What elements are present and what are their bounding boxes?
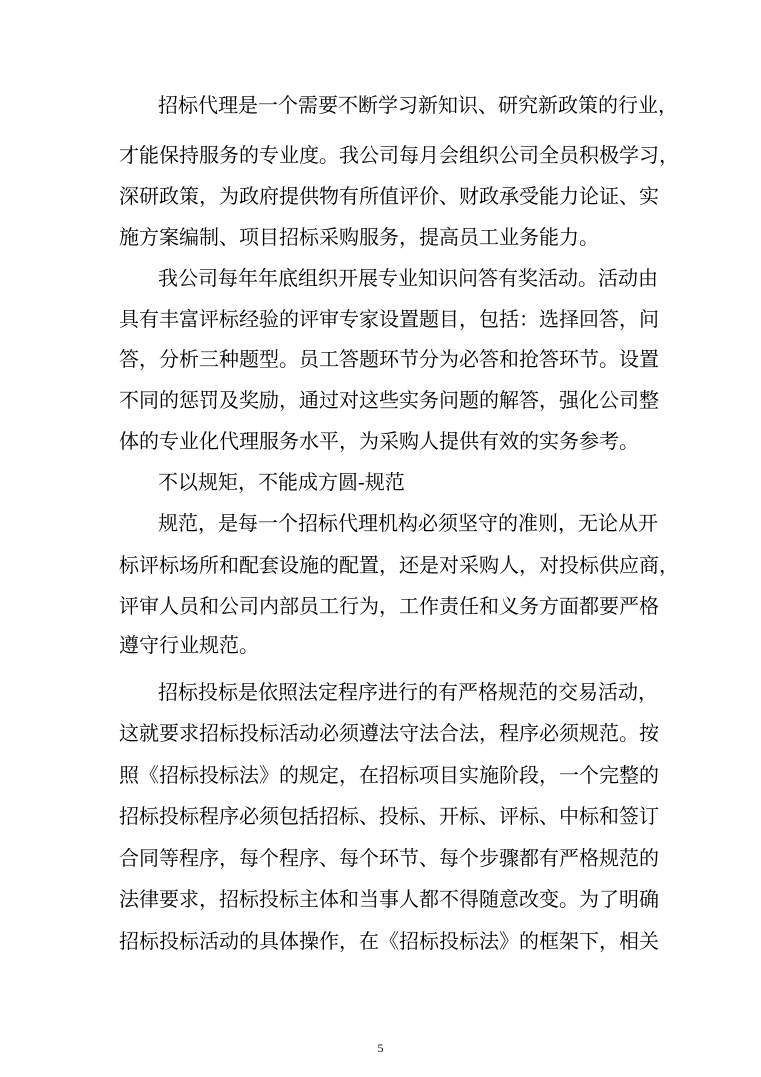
text-line: 我公司每年年底组织开展专业知识问答有奖活动。活动由 [158,266,658,290]
text-line: 答，分析三种题型。员工答题环节分为必答和抢答环节。设置 [119,347,659,371]
text-line: 规范，是每一个招标代理机构必须坚守的准则，无论从开 [158,511,658,535]
text-line: 合同等程序，每个程序、每个环节、每个步骤都有严格规范的 [119,846,659,870]
section-heading: 不以规矩，不能成方圆-规范 [158,470,405,494]
text-line: 施方案编制、项目招标采购服务，提高员工业务能力。 [119,225,599,249]
text-line: 这就要求招标投标活动必须遵法守法合法，程序必须规范。按 [119,721,659,745]
page-number: 5 [377,1041,384,1055]
text-line: 才能保持服务的专业度。我公司每月会组织公司全员积极学习， [119,143,679,167]
text-line: 招标投标是依照法定程序进行的有严格规范的交易活动， [158,680,658,704]
text-line: 评审人员和公司内部员工行为，工作责任和义务方面都要严格 [119,594,659,618]
text-line: 遵守行业规范。 [119,633,259,657]
text-line: 照《招标投标法》的规定，在招标项目实施阶段，一个完整的 [119,763,659,787]
text-line: 深研政策，为政府提供物有所值评价、财政承受能力论证、实 [119,184,659,208]
text-line: 招标投标活动的具体操作，在《招标投标法》的框架下，相关 [119,929,659,953]
text-line: 招标代理是一个需要不断学习新知识、研究新政策的行业， [158,93,678,117]
text-line: 招标投标程序必须包括招标、投标、开标、评标、中标和签订 [119,804,659,828]
text-line: 法律要求，招标投标主体和当事人都不得随意改变。为了明确 [119,887,659,911]
text-line: 具有丰富评标经验的评审专家设置题目，包括：选择回答，问 [119,307,659,331]
text-line: 体的专业化代理服务水平，为采购人提供有效的实务参考。 [119,429,639,453]
text-line: 标评标场所和配套设施的配置，还是对采购人，对投标供应商， [119,553,679,577]
text-line: 不同的惩罚及奖励，通过对这些实务问题的解答，强化公司整 [119,388,659,412]
